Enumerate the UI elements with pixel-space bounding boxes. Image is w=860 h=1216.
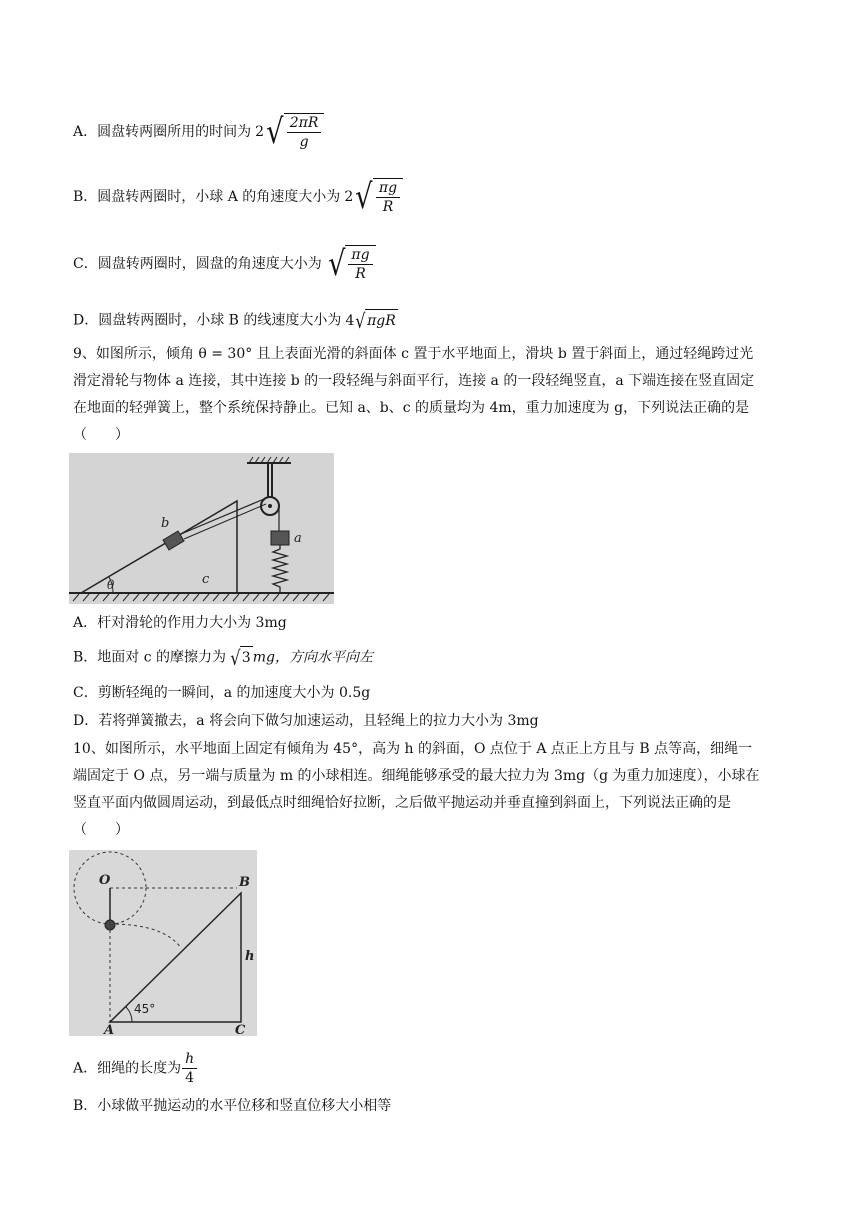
q9-label-c: c — [202, 572, 210, 587]
q10-stem-line2: 端固定于 O 点，另一端与质量为 m 的小球相连。细绳能够承受的最大拉力为 3mg（g 为重力加速度），小球在 — [73, 768, 760, 784]
q8-option-a-sqrt: √ $\frac{2\pi R}{g}$ — [264, 113, 324, 151]
q8-option-c-denominator: R — [355, 266, 366, 282]
q9-option-b-pre: B．地面对 c 的摩擦力为 — [73, 649, 227, 666]
q10-option-a-fraction — [182, 1050, 197, 1087]
q8-option-c-sqrt: √ $\frac{\pi g}{R}$ — [326, 245, 376, 283]
q9-option-d: D．若将弹簧撤去，a 将会向下做匀加速运动，且轻绳上的拉力大小为 3mg — [73, 713, 539, 729]
q10-label-b: B — [239, 875, 250, 890]
q9-stem-line3: 在地面的轻弹簧上，整个系统保持静止。已知 a、b、c 的质量均为 4m，重力加速度为 g，下列说法正确的是 — [73, 400, 750, 416]
q9-label-a: a — [294, 531, 302, 546]
q10-option-b: B．小球做平抛运动的水平位移和竖直位移大小相等 — [73, 1098, 392, 1114]
q9-option-b-radicand: 3 — [240, 646, 253, 669]
q8-option-b — [73, 178, 403, 216]
q8-option-b-coef: 2 — [344, 189, 354, 205]
q10-option-a-denominator: 4 — [185, 1070, 195, 1086]
q9-label-theta: θ — [107, 578, 115, 592]
q10-figure — [69, 850, 257, 1036]
q10-circular-motion-diagram — [69, 850, 257, 1036]
q8-option-a-denominator: g — [299, 134, 309, 150]
q8-option-a-text: A．圆盘转两圈所用的时间为 — [73, 124, 252, 140]
q9-option-c: C．剪断轻绳的一瞬间，a 的加速度大小为 0.5g — [73, 685, 371, 701]
q9-option-a: A．杆对滑轮的作用力大小为 3mg — [73, 615, 287, 631]
q10-label-a: A — [104, 1023, 115, 1036]
q10-label-c: C — [235, 1023, 246, 1036]
q9-option-b-post: mg，方向水平向左 — [252, 649, 373, 666]
q9-incline-diagram — [69, 453, 334, 604]
q8-option-c-text: C．圆盘转两圈时，圆盘的角速度大小为 — [73, 256, 322, 272]
q10-stem-line1: 10、如图所示，水平地面上固定有倾角为 45°，高为 h 的斜面，O 点位于 A 点正上方且与 B 点等高，细绳一 — [73, 741, 753, 757]
q10-option-a-pre: A．细绳的长度为 — [73, 1060, 182, 1077]
q10-stem-line3: 竖直平面内做圆周运动，到最低点时细绳恰好拉断，之后做平抛运动并垂直撞到斜面上，下列说法正确的是 — [73, 795, 731, 811]
q9-option-b-sqrt: √ 3 — [230, 645, 251, 670]
q8-option-a-numerator: 2πR — [287, 114, 322, 133]
q8-option-a-coef: 2 — [255, 124, 265, 140]
q8-option-d — [73, 309, 398, 332]
q8-option-c — [73, 245, 376, 283]
q9-label-b: b — [161, 516, 170, 531]
q8-option-d-sqrt: √ πgR — [355, 308, 396, 333]
q10-label-h: h — [245, 949, 255, 964]
q10-label-angle: 45° — [134, 1002, 156, 1016]
q10-label-o: O — [99, 873, 111, 888]
q10-option-a — [73, 1050, 198, 1087]
q9-stem-line2: 滑定滑轮与物体 a 连接，其中连接 b 的一段轻绳与斜面平行，连接 a 的一段轻绳竖直，a 下端连接在竖直固定 — [73, 373, 755, 389]
q8-option-d-radicand: πgR — [365, 309, 398, 332]
q8-option-d-text: D．圆盘转两圈时，小球 B 的线速度大小为 — [73, 312, 342, 329]
q8-option-c-numerator: πg — [348, 246, 372, 265]
q10-option-a-numerator: h — [182, 1050, 197, 1069]
q10-answer-bracket: （ ） — [73, 822, 129, 838]
q8-option-b-denominator: R — [382, 199, 394, 215]
q9-stem-line1: 9、如图所示，倾角 θ = 30° 且上表面光滑的斜面体 c 置于水平地面上，滑块 b 置于斜面上，通过轻绳跨过光 — [73, 346, 754, 362]
q9-figure — [69, 453, 334, 604]
q8-option-d-coef: 4 — [345, 312, 355, 329]
q8-option-b-text: B．圆盘转两圈时，小球 A 的角速度大小为 — [73, 189, 341, 205]
q8-option-b-sqrt: √ $\frac{\pi g}{R}$ — [353, 178, 403, 216]
q8-option-b-numerator: πg — [376, 179, 400, 198]
q8-option-a — [73, 113, 324, 151]
q9-option-b — [73, 646, 373, 669]
q9-answer-bracket: （ ） — [73, 427, 129, 443]
